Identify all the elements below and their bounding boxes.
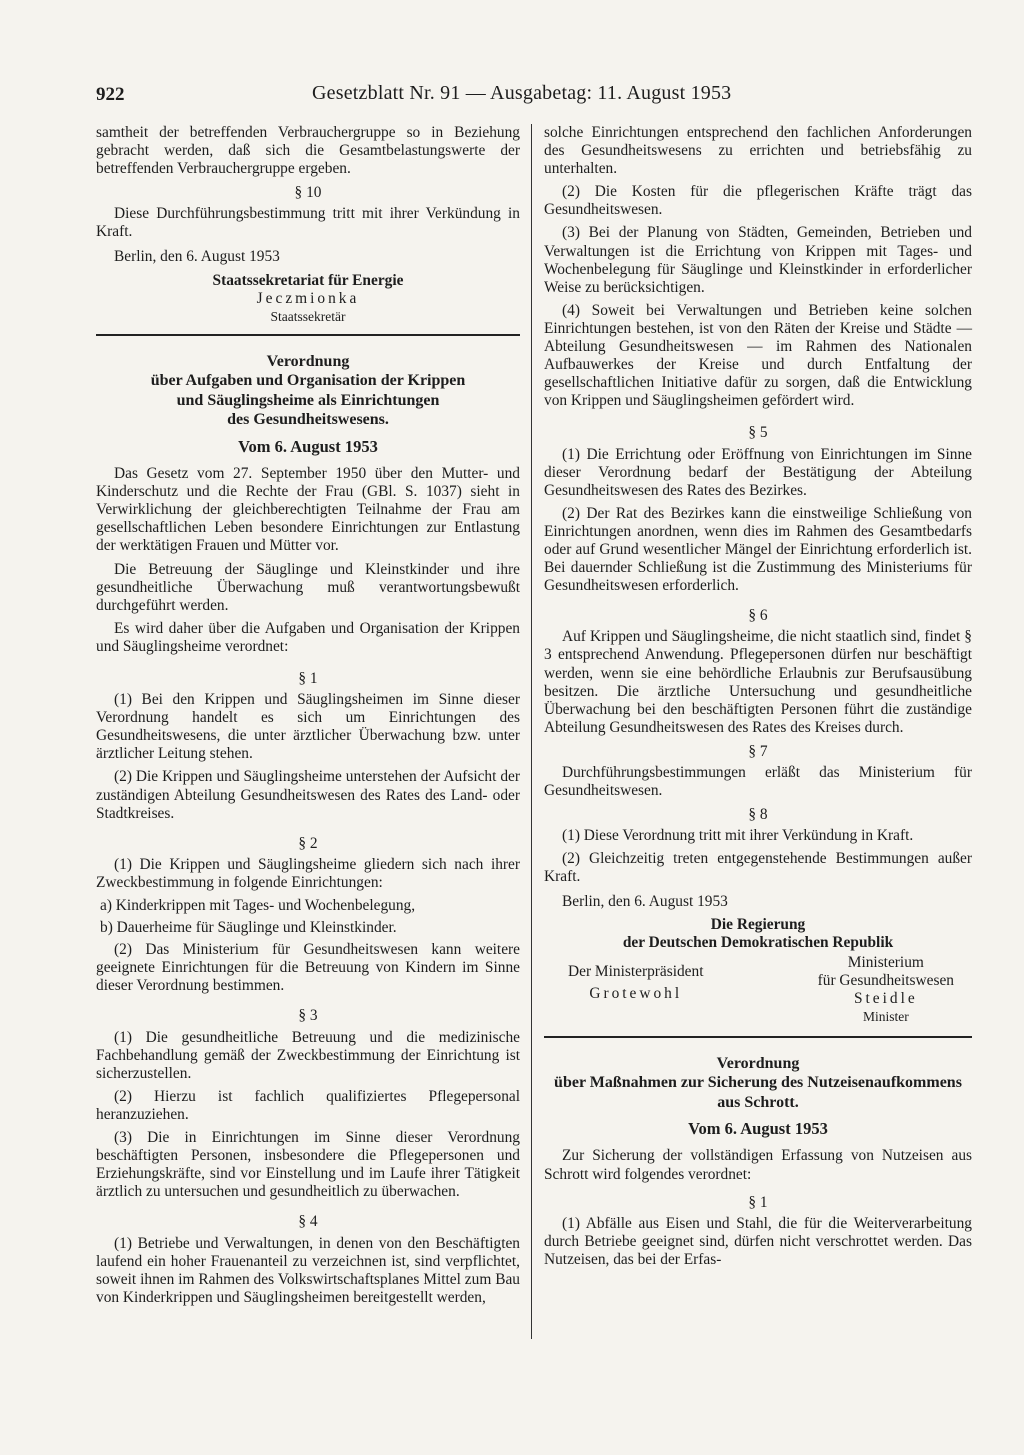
section-heading: § 2 [298,834,318,852]
paragraph: (2) Gleichzeitig treten entgegenstehende Bestimmungen außer Kraft. [544,850,972,886]
section-rule [96,334,520,336]
section-rule [544,1036,972,1038]
place-date: Berlin, den 6. August 1953 [114,247,280,265]
paragraph: (3) Bei der Planung von Städten, Gemeinden, Betrieben und Verwaltungen ist die Errichtung von Krippen mit Tages- und Wochenbelegung für Säuglinge und Kleinstkinder in erforderlicher Weise zu berücksichtigen. [544,224,972,296]
right-column [544,124,972,1274]
paragraph: (2) Die Krippen und Säuglingsheime unterstehen der Aufsicht der zuständigen Abteilung Gesundheitswesen des Rates des Land- oder Stadtkreises. [96,768,520,822]
signature-ministry: für Gesundheitswesen [817,971,954,989]
paragraph: (1) Bei den Krippen und Säuglingsheimen im Sinne dieser Verordnung handelt es sich um Einrichtungen des Gesundheitswesens, die unter ärztlicher Überwachung bzw. unter ärztlicher Leitung stehen. [96,691,520,763]
paragraph: (3) Die in Einrichtungen im Sinne dieser Verordnung beschäftigten Personen, insbesondere die Pflegepersonen und Erziehungskräfte, sind vor Einstellung und im Laufe ihrer Tätigkeit ärztlich zu untersuchen und gesundheitlich zu überwachen. [96,1129,520,1201]
paragraph: Auf Krippen und Säuglingsheime, die nicht staatlich sind, findet § 3 entsprechend Anwendung. Pflegepersonen dürfen nur beschäftigt werden, wenn sie eine behördliche Erlaubnis zur Berufsausübung besitzen. Die ärztliche Untersuchung und gesundheitliche Überwachung bei den beschäftigten Personen führt die zuständige Abteilung Gesundheitswesen des Rates des Kreises durch. [544,628,972,736]
list-item: a) Kinderkrippen mit Tages- und Wochenbelegung, [100,897,416,914]
government-line: der Deutschen Demokratischen Republik [622,933,894,951]
ordinance-date: Vom 6. August 1953 [688,1119,828,1139]
signature-title: Der Ministerpräsident [568,962,704,980]
continued-paragraph: solche Einrichtungen entsprechend den fachlichen Anforderungen des Gesundheitswesens zu errichten und betriebsfähig zu unterhalten. [544,124,972,178]
paragraph: (2) Hierzu ist fachlich qualifiziertes Pflegepersonal heranzuziehen. [96,1087,520,1123]
signature-right [818,954,954,1026]
signature-left [568,954,704,1026]
signature-title: Staatssekretär [270,308,346,324]
paragraph: Es wird daher über die Aufgaben und Organisation der Krippen und Säuglingsheime verordnet: [96,619,520,655]
paragraph: (1) Abfälle aus Eisen und Stahl, die für die Weiterverarbeitung durch Betriebe geeignet sind, dürfen nicht verschrottet werden. Das Nutzeisen, das bei der Erfas- [544,1214,972,1268]
section-heading: § 7 [748,742,768,760]
paragraph: Durchführungsbestimmungen erläßt das Ministerium für Gesundheitswesen. [544,764,972,800]
section-heading: § 8 [748,806,768,824]
paragraph: Die Betreuung der Säuglinge und Kleinstkinder und ihre gesundheitliche Überwachung muß verantwortungsbewußt durchgeführt werden. [96,560,520,614]
signature-title: Minister [862,1008,909,1024]
paragraph: (2) Der Rat des Bezirkes kann die einstweilige Schließung von Einrichtungen anordnen, wenn dies im Rahmen des Gesamtbedarfs oder auf Grund wesentlicher Mängel der Einrichtung erforderlich ist. Bei dauernder Schließung ist die Zustimmung des Ministeriums für Gesundheitswesen erforderlich. [544,504,972,595]
signature-name: Steidle [853,989,918,1007]
paragraph: (4) Soweit bei Verwaltungen und Betrieben keine solchen Einrichtungen bestehen, ist von den Räten der Kreise und Städte — Abteilung Gesundheitswesen — im Rahmen des Nationalen Aufbauwerkes der Kreise und durch Entfaltung der gesellschaftlichen Initiative dafür zu sorgen, daß die Entwicklung von Krippen und Säuglingsheimen gefördert wird. [544,301,972,410]
paragraph: (1) Diese Verordnung tritt mit ihrer Verkündung in Kraft. [562,827,914,845]
signature-ministry: Ministerium [847,953,924,971]
left-column [96,124,520,1312]
paragraph: (1) Betriebe und Verwaltungen, in denen von den Beschäftigten laufend ein hoher Frauenanteil zu verzeichnen ist, sind verpflichtet, soweit ihnen im Rahmen des Volkswirtschaftsplanes Mittel zum Bau von Kinderkrippen und Säuglingsheimen bereitgestellt werden, [96,1234,520,1306]
paragraph: (1) Die gesundheitliche Betreuung und die medizinische Fachbehandlung gemäß der Zweckbestimmung der Einrichtung ist sicherzustellen. [96,1028,520,1082]
signature-block [544,954,972,1026]
ordinance-date: Vom 6. August 1953 [238,436,378,456]
paragraph: (2) Das Ministerium für Gesundheitswesen kann weitere geeignete Einrichtungen für die Betreuung von Kindern im Sinne dieser Verordnung bestimmen. [96,941,520,995]
paragraph: (1) Die Errichtung oder Eröffnung von Einrichtungen im Sinne dieser Verordnung bedarf der Bestätigung der Abteilung Gesundheitswesen des Rates des Bezirkes. [544,445,972,499]
page-header [96,80,976,112]
column-divider [531,124,532,1339]
ordinance-title: Verordnung [266,352,350,370]
paragraph: (1) Die Krippen und Säuglingsheime gliedern sich nach ihrer Zweckbestimmung in folgende Einrichtungen: [96,855,520,891]
ordinance-title: Verordnung [716,1054,800,1072]
paragraph: Zur Sicherung der vollständigen Erfassung von Nutzeisen aus Schrott wird folgendes verordnet: [544,1147,972,1183]
paragraph: Diese Durchführungsbestimmung tritt mit ihrer Verkündung in Kraft. [96,205,520,241]
section-heading: § 5 [748,424,768,442]
place-date: Berlin, den 6. August 1953 [562,892,728,910]
section-heading: § 1 [298,669,318,687]
running-title: Gesetzblatt Nr. 91 — Ausgabetag: 11. August 1953 [312,82,732,104]
list-item: b) Dauerheime für Säuglinge und Kleinstkinder. [100,919,397,937]
signature-organization: Staatssekretariat für Energie [212,271,404,289]
government-line: Die Regierung [710,915,806,933]
continued-paragraph: samtheit der betreffenden Verbrauchergruppe so in Beziehung gebracht werden, daß sich die Gesamtbelastungswerte der betreffenden Verbrauchergruppe ergeben. [96,124,520,178]
signature-name: Jeczmionka [256,289,360,307]
section-heading: § 10 [294,184,322,202]
signature-name: Grotewohl [589,984,683,1002]
page-number: 922 [96,84,125,105]
ordinance-title: über Aufgaben und Organisation der Krippen [150,372,466,390]
section-heading: § 3 [298,1007,318,1025]
section-heading: § 4 [298,1213,318,1231]
ordinance-title: des Gesundheitswesens. [227,411,389,429]
ordinance-title: über Maßnahmen zur Sicherung des Nutzeisenaufkommens aus Schrott. [554,1074,962,1111]
ordinance-title: und Säuglingsheime als Einrichtungen [176,391,440,409]
paragraph: (2) Die Kosten für die pflegerischen Kräfte trägt das Gesundheitswesen. [544,183,972,219]
section-heading: § 6 [748,607,768,625]
section-heading: § 1 [748,1193,768,1211]
paragraph: Das Gesetz vom 27. September 1950 über den Mutter- und Kinderschutz und die Rechte der Frau (GBl. S. 1037) sieht in Verwirklichung der gleichberechtigten Teilnahme der Frau am gesellschaftlichen Leben besondere Einrichtungen zur Entlastung der werktätigen Frauen und Mütter vor. [96,465,520,555]
